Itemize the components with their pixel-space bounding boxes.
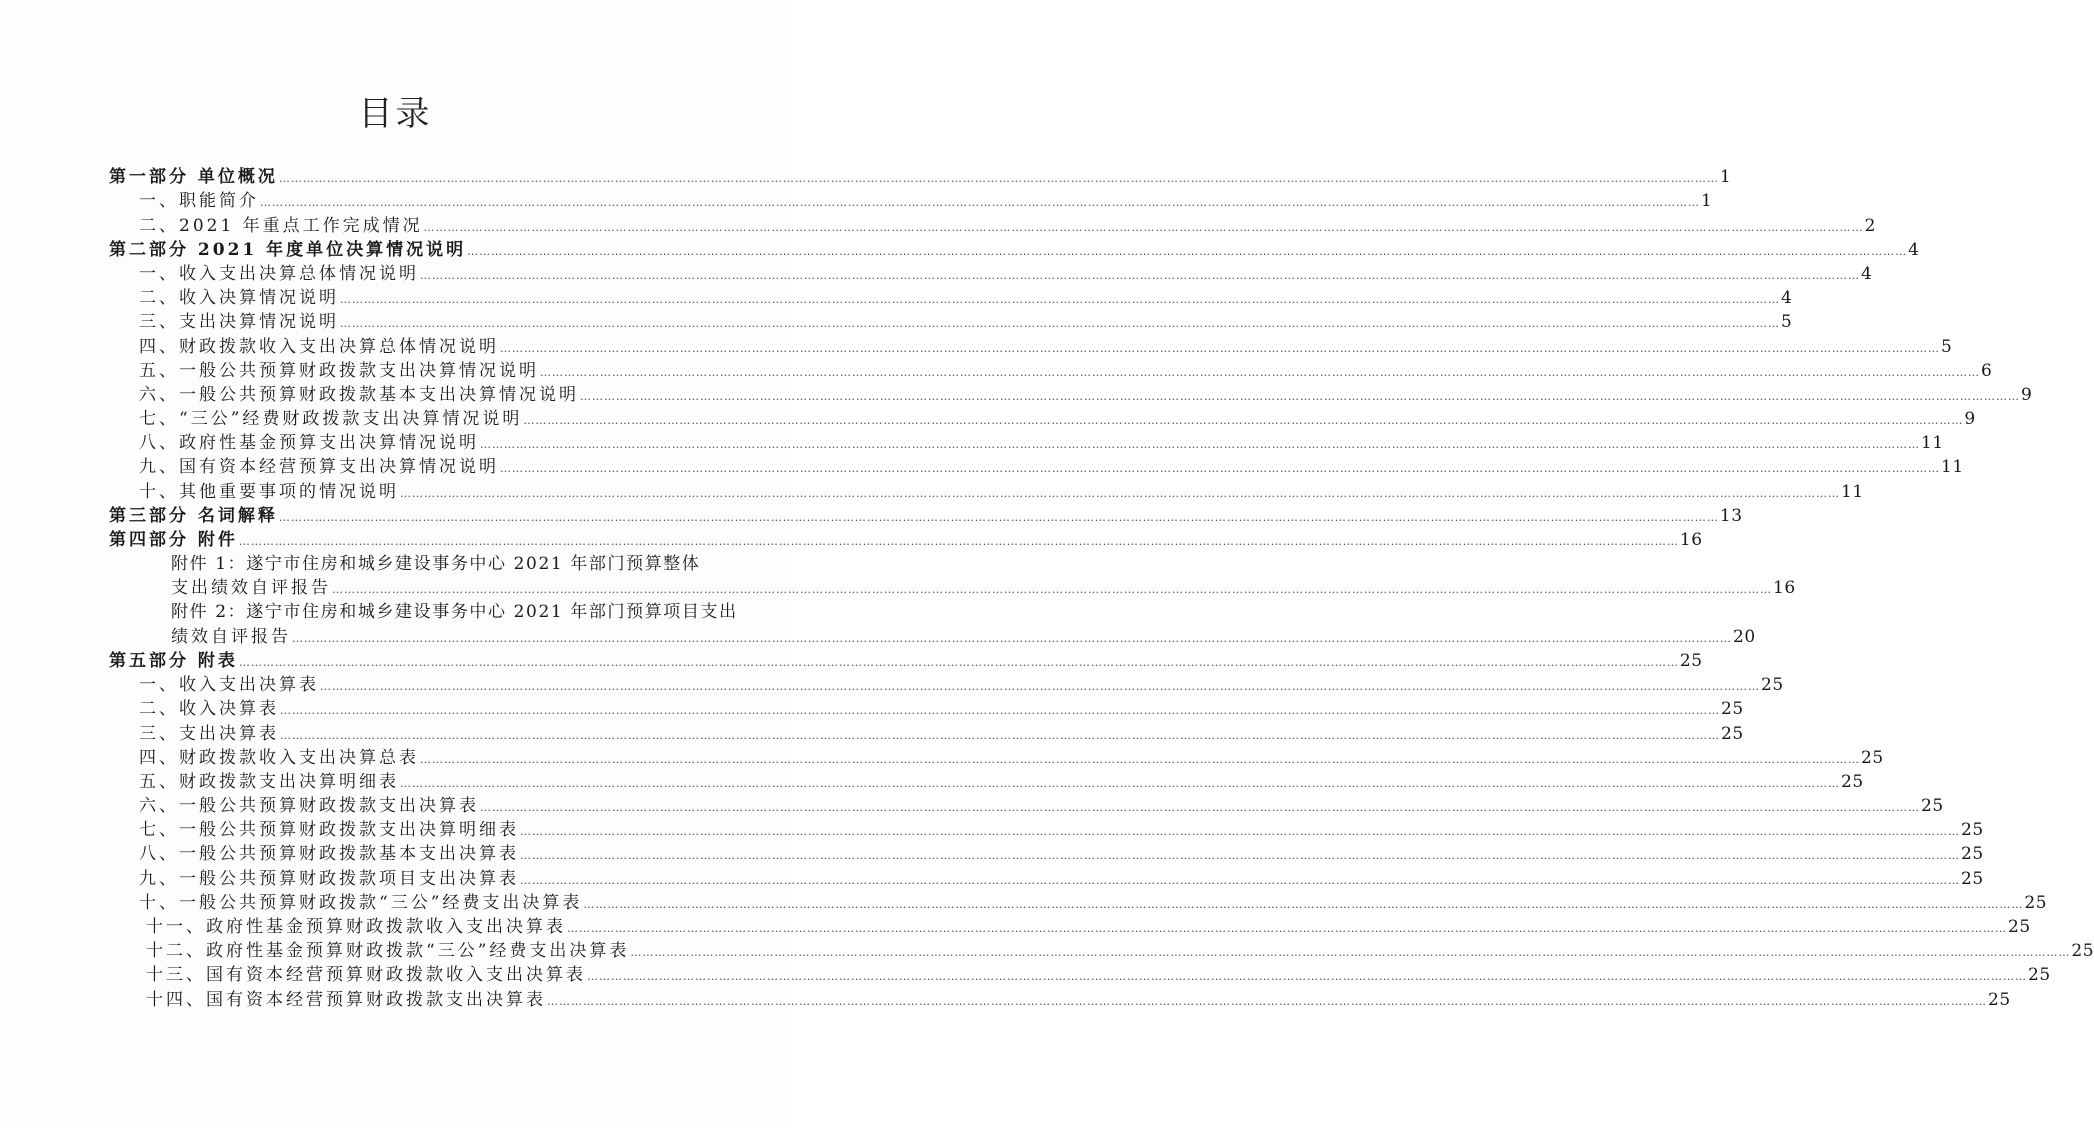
toc-part-entry[interactable] [0, 238, 1920, 262]
toc-page-number: 25 [1721, 723, 1744, 744]
toc-leader-dots: ……………………………………………………………………………………………………………………………………………………………………………………………………………………………………………………………………………………………………………………………… [292, 631, 1732, 645]
toc-entry-label: 二、2021 年重点工作完成情况 [139, 215, 423, 236]
toc-entry[interactable] [0, 286, 1793, 310]
toc-entry-label: 一、收入支出决算总体情况说明 [139, 263, 419, 284]
toc-leader-dots: ……………………………………………………………………………………………………………………………………………………………………………………………………………………………………………………………………………………………………………………………… [280, 728, 1720, 742]
toc-page-number: 20 [1733, 626, 1756, 647]
toc-page-number: 25 [2024, 892, 2048, 913]
toc-entry[interactable] [0, 334, 1953, 358]
toc-part-entry[interactable] [0, 649, 1703, 673]
toc-leader-dots: ……………………………………………………………………………………………………………………………………………………………………………………………………………………………………………………………………………………………………………………………… [580, 389, 2020, 403]
toc-leader-dots: ……………………………………………………………………………………………………………………………………………………………………………………………………………………………………………………………………………………………………………………………… [480, 801, 1920, 815]
toc-entry-label: 八、一般公共预算财政拨款基本支出决算表 [139, 844, 519, 865]
toc-entry-label: 一、收入支出决算表 [139, 675, 319, 696]
toc-leader-dots: ……………………………………………………………………………………………………………………………………………………………………………………………………………………………………………………………………………………………………………………………… [547, 994, 1987, 1008]
toc-part-entry[interactable] [0, 528, 1703, 552]
toc-leader-dots: ……………………………………………………………………………………………………………………………………………………………………………………………………………………………………………………………………………………………………………………………… [500, 341, 1940, 355]
toc-entry-label: 附件 2：遂宁市住房和城乡建设事务中心 2021 年部门预算项目支出 [171, 602, 738, 623]
toc-leader-dots: ……………………………………………………………………………………………………………………………………………………………………………………………………………………………………………………………………………………………………………………………… [420, 752, 1860, 766]
toc-page-number: 25 [1761, 675, 1784, 696]
toc-entry-label: 九、一般公共预算财政拨款项目支出决算表 [139, 868, 519, 889]
toc-entry-label: 七、一般公共预算财政拨款支出决算明细表 [139, 820, 519, 841]
toc-part-entry[interactable] [0, 504, 1743, 528]
toc-page-number: 25 [2008, 917, 2031, 937]
toc-entry[interactable] [0, 625, 1756, 649]
toc-entry-label: 五、财政拨款支出决算明细表 [139, 771, 399, 792]
toc-page-number: 6 [1981, 360, 1993, 381]
toc-page-number: 25 [2028, 965, 2051, 986]
toc-entry-label: 十、一般公共预算财政拨款“三公”经费支出决算表 [139, 892, 583, 913]
toc-entry-label: 十二、政府性基金预算财政拨款“三公”经费支出决算表 [146, 941, 630, 962]
toc-leader-dots: ……………………………………………………………………………………………………………………………………………………………………………………………………………………………………………………………………………………………………………………………… [520, 849, 1960, 863]
toc-entry-label: 第二部分 2021 年度单位决算情况说明 [109, 239, 467, 260]
toc-entry-label: 第一部分 单位概况 [109, 167, 278, 188]
toc-entry[interactable] [0, 189, 1713, 213]
toc-entry[interactable] [0, 866, 1984, 890]
toc-entry[interactable] [0, 673, 1784, 697]
toc-entry-label: 二、收入决算情况说明 [139, 288, 339, 309]
toc-entry[interactable] [0, 770, 1864, 794]
toc-entry-label: 三、支出决算情况说明 [139, 312, 339, 333]
toc-page-number: 5 [1781, 312, 1793, 333]
toc-entry[interactable] [0, 383, 2033, 407]
toc-page-number: 11 [1941, 457, 1964, 478]
toc-page-number: 13 [1719, 505, 1743, 526]
toc-entry-continued[interactable] [0, 552, 701, 576]
toc-page-number: 11 [1921, 433, 1944, 454]
toc-entry-label: 附件 1：遂宁市住房和城乡建设事务中心 2021 年部门预算整体 [171, 554, 701, 574]
toc-page-number: 2 [1864, 215, 1876, 236]
toc-page-number: 4 [1908, 239, 1920, 260]
toc-entry[interactable] [0, 842, 1984, 866]
toc-entry-label: 四、财政拨款收入支出决算总表 [139, 747, 419, 768]
toc-entry-label: 十四、国有资本经营预算财政拨款支出决算表 [146, 989, 546, 1010]
toc-page-number: 16 [1679, 530, 1703, 550]
toc-entry-label: 九、国有资本经营预算支出决算情况说明 [139, 457, 499, 478]
toc-page-number: 1 [1701, 191, 1713, 212]
toc-leader-dots: ……………………………………………………………………………………………………………………………………………………………………………………………………………………………………………………………………………………………………………………………… [500, 462, 1940, 476]
toc-entry-label: 八、政府性基金预算支出决算情况说明 [139, 433, 479, 454]
toc-entry[interactable] [0, 407, 1976, 431]
toc-leader-dots: ……………………………………………………………………………………………………………………………………………………………………………………………………………………………………………………………………………………………………………………………… [420, 268, 1860, 282]
toc-leader-dots: ……………………………………………………………………………………………………………………………………………………………………………………………………………………………………………………………………………………………………………………………… [523, 414, 1964, 428]
toc-entry[interactable] [0, 891, 2048, 915]
toc-entry-label: 五、一般公共预算财政拨款支出决算情况说明 [139, 360, 539, 381]
toc-page-number: 25 [1961, 868, 1984, 889]
toc-page-number: 25 [1861, 747, 1884, 768]
toc-leader-dots: ……………………………………………………………………………………………………………………………………………………………………………………………………………………………………………………………………………………………………………………………… [630, 946, 2071, 960]
toc-entry[interactable] [0, 431, 1944, 455]
page-title: 目录 [358, 94, 433, 134]
toc-leader-dots: ……………………………………………………………………………………………………………………………………………………………………………………………………………………………………………………………………………………………………………………………… [278, 510, 1719, 524]
toc-entry[interactable] [0, 576, 1796, 600]
toc-entry-continued[interactable] [0, 600, 738, 624]
toc-page-number: 25 [2071, 941, 2094, 962]
toc-page-number: 9 [2021, 384, 2033, 405]
toc-entry[interactable] [0, 697, 1744, 721]
toc-leader-dots: ……………………………………………………………………………………………………………………………………………………………………………………………………………………………………………………………………………………………………………………………… [540, 365, 1980, 379]
toc-leader-dots: ……………………………………………………………………………………………………………………………………………………………………………………………………………………………………………………………………………………………………………………………… [400, 776, 1840, 790]
toc-page-number: 1 [1719, 167, 1732, 188]
toc-leader-dots: ……………………………………………………………………………………………………………………………………………………………………………………………………………………………………………………………………………………………………………………………… [480, 438, 1920, 452]
toc-entry-label: 二、收入决算表 [139, 699, 279, 720]
toc-page-number: 4 [1781, 288, 1793, 309]
toc-leader-dots: ……………………………………………………………………………………………………………………………………………………………………………………………………………………………………………………………………………………………………………………………… [238, 535, 1679, 548]
toc-page-number: 25 [1679, 650, 1703, 671]
toc-entry[interactable] [0, 915, 2031, 939]
toc-page-number: 11 [1841, 481, 1864, 502]
toc-leader-dots: ……………………………………………………………………………………………………………………………………………………………………………………………………………………………………………………………………………………………………………………………… [587, 970, 2027, 984]
toc-entry-label: 十、其他重要事项的情况说明 [139, 481, 399, 502]
toc-entry-label: 十三、国有资本经营预算财政拨款收入支出决算表 [146, 965, 586, 986]
toc-entry-label: 一、职能简介 [139, 191, 259, 212]
toc-entry-label: 十一、政府性基金预算财政拨款收入支出决算表 [146, 917, 566, 937]
table-of-contents [0, 165, 2094, 1012]
toc-entry[interactable] [0, 746, 1884, 770]
toc-page-number: 16 [1773, 578, 1796, 599]
toc-entry[interactable] [0, 794, 1944, 818]
toc-entry[interactable] [0, 987, 2011, 1011]
toc-entry[interactable] [0, 262, 1873, 286]
toc-entry-label: 六、一般公共预算财政拨款支出决算表 [139, 796, 479, 817]
toc-leader-dots: ……………………………………………………………………………………………………………………………………………………………………………………………………………………………………………………………………………………………………………………………… [567, 922, 2007, 935]
toc-entry[interactable] [0, 818, 1984, 842]
toc-entry[interactable] [0, 455, 1964, 479]
toc-entry-label: 七、“三公”经费财政拨款支出决算情况说明 [139, 409, 523, 430]
toc-part-entry[interactable] [0, 165, 1732, 189]
toc-leader-dots: ……………………………………………………………………………………………………………………………………………………………………………………………………………………………………………………………………………………………………………………………… [320, 680, 1760, 694]
toc-entry[interactable] [0, 213, 1876, 237]
toc-leader-dots: ……………………………………………………………………………………………………………………………………………………………………………………………………………………………………………………………………………………………………………………………… [520, 825, 1960, 839]
toc-entry[interactable] [0, 721, 1744, 745]
toc-leader-dots: ……………………………………………………………………………………………………………………………………………………………………………………………………………………………………………………………………………………………………………………………… [423, 220, 1864, 234]
toc-entry-label: 六、一般公共预算财政拨款基本支出决算情况说明 [139, 384, 579, 405]
toc-page-number: 5 [1941, 336, 1953, 357]
toc-page-number: 25 [1921, 796, 1944, 817]
toc-leader-dots: ……………………………………………………………………………………………………………………………………………………………………………………………………………………………………………………………………………………………………………………………… [280, 704, 1720, 718]
toc-page-number: 25 [1961, 820, 1984, 841]
toc-entry-label: 第五部分 附表 [109, 650, 238, 671]
toc-entry[interactable] [0, 310, 1793, 334]
toc-entry-label: 绩效自评报告 [171, 626, 291, 647]
toc-leader-dots: ……………………………………………………………………………………………………………………………………………………………………………………………………………………………………………………………………………………………………………………………… [520, 873, 1960, 887]
toc-entry-label: 支出绩效自评报告 [171, 578, 331, 599]
toc-leader-dots: ……………………………………………………………………………………………………………………………………………………………………………………………………………………………………………………………………………………………………………………………… [400, 486, 1840, 500]
toc-entry-label: 第三部分 名词解释 [109, 505, 278, 526]
toc-leader-dots: ……………………………………………………………………………………………………………………………………………………………………………………………………………………………………………………………………………………………………………………………… [467, 244, 1908, 258]
toc-entry-label: 三、支出决算表 [139, 723, 279, 744]
toc-leader-dots: ……………………………………………………………………………………………………………………………………………………………………………………………………………………………………………………………………………………………………………………………… [340, 293, 1780, 307]
toc-entry-label: 四、财政拨款收入支出决算总体情况说明 [139, 336, 499, 357]
toc-leader-dots: ……………………………………………………………………………………………………………………………………………………………………………………………………………………………………………………………………………………………………………………………… [583, 897, 2024, 911]
toc-page-number: 25 [1988, 989, 2011, 1010]
toc-entry[interactable] [0, 963, 2051, 987]
toc-entry[interactable] [0, 359, 1993, 383]
toc-page-number: 25 [1961, 844, 1984, 865]
toc-entry[interactable] [0, 479, 1864, 503]
toc-page-number: 9 [1964, 409, 1976, 430]
toc-page-number: 25 [1721, 699, 1744, 720]
toc-leader-dots: ……………………………………………………………………………………………………………………………………………………………………………………………………………………………………………………………………………………………………………………………… [340, 317, 1780, 331]
toc-leader-dots: ……………………………………………………………………………………………………………………………………………………………………………………………………………………………………………………………………………………………………………………………… [332, 583, 1772, 597]
toc-entry-label: 第四部分 附件 [109, 530, 238, 550]
toc-page-number: 25 [1841, 771, 1864, 792]
toc-leader-dots: ……………………………………………………………………………………………………………………………………………………………………………………………………………………………………………………………………………………………………………………………… [238, 655, 1679, 669]
toc-leader-dots: ……………………………………………………………………………………………………………………………………………………………………………………………………………………………………………………………………………………………………………………………… [278, 172, 1719, 186]
toc-page-number: 4 [1861, 263, 1873, 284]
toc-leader-dots: ……………………………………………………………………………………………………………………………………………………………………………………………………………………………………………………………………………………………………………………………… [260, 196, 1700, 210]
toc-entry[interactable] [0, 939, 2094, 963]
